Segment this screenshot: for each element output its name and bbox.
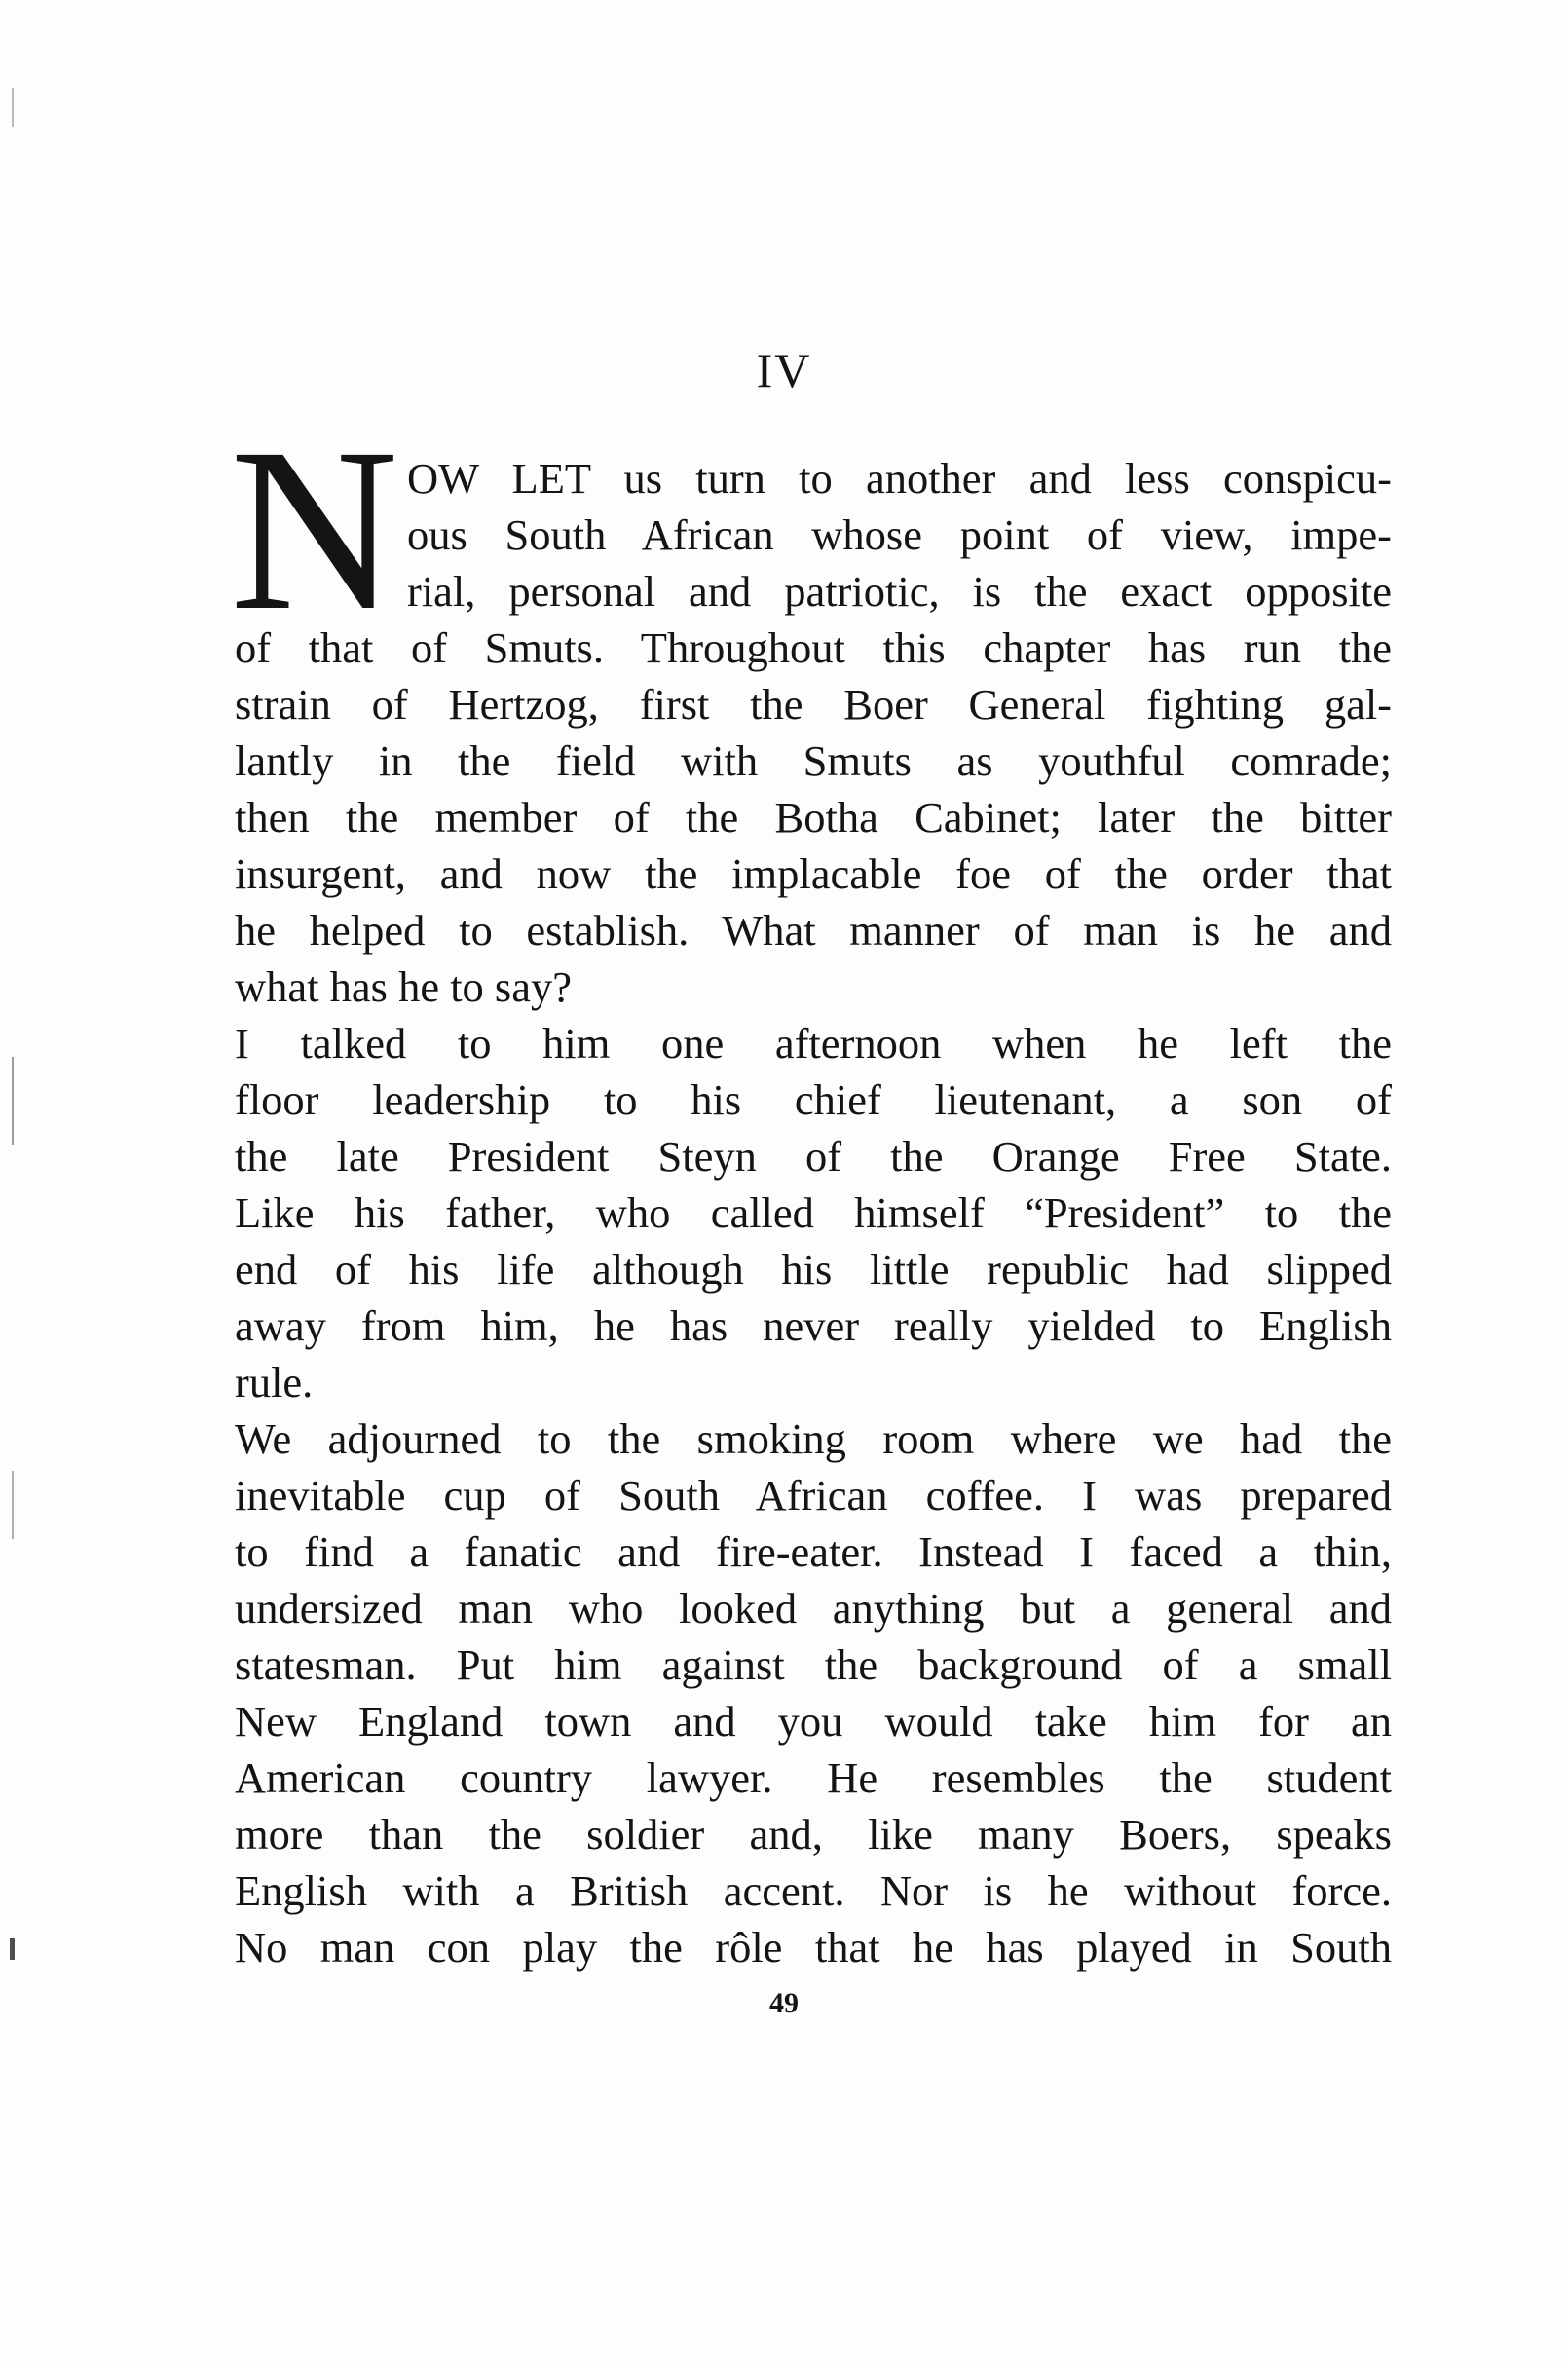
text-line: end of his life although his little republic had slipped [235,1245,1392,1294]
text-line: of that of Smuts. Throughout this chapter has run the [235,623,1392,672]
text-line: lantly in the field with Smuts as youthful comrade; [235,736,1392,785]
text-line: strain of Hertzog, first the Boer General fighting gal- [235,680,1392,729]
chapter-heading: IV [756,343,812,397]
text-line: English with a British accent. Nor is he without force. [235,1866,1392,1915]
text-line: insurgent, and now the implacable foe of the order that [235,849,1392,898]
text-line: ous South African whose point of view, impe- [407,510,1392,559]
page-number: 49 [769,1987,799,2019]
text-line: undersized man who looked anything but a general and [235,1584,1392,1633]
scan-artifact [10,1938,15,1960]
text-line: rule. [235,1358,314,1407]
text-line: he helped to establish. What manner of man is he and [235,906,1392,955]
text-line: OW LET us turn to another and less conspicu- [407,454,1392,503]
text-line: statesman. Put him against the background of a small [235,1640,1392,1689]
text-line: floor leadership to his chief lieutenant, a son of [235,1075,1392,1124]
text-line: American country lawyer. He resembles the student [235,1753,1392,1802]
text-line: the late President Steyn of the Orange Free State. [235,1132,1392,1181]
text-line: rial, personal and patriotic, is the exact opposite [407,567,1392,616]
text-line: away from him, he has never really yielded to English [235,1301,1392,1350]
text-line: inevitable cup of South African coffee. I was prepared [235,1471,1392,1520]
text-line: New England town and you would take him for an [235,1697,1392,1746]
text-line: more than the soldier and, like many Boers, speaks [235,1810,1392,1859]
text-line: to find a fanatic and fire-eater. Instead I faced a thin, [235,1527,1392,1576]
text-line: We adjourned to the smoking room where we had the [235,1414,1392,1463]
scan-artifact [12,1057,14,1145]
text-line: No man con play the rôle that he has played in South [235,1923,1392,1972]
text-line: then the member of the Botha Cabinet; later the bitter [235,793,1392,842]
scan-artifact [12,1471,14,1539]
scan-artifact [12,88,14,127]
text-line: Like his father, who called himself “President” to the [235,1188,1392,1237]
text-line: what has he to say? [235,962,573,1011]
drop-cap: N [230,399,399,658]
text-line: I talked to him one afternoon when he left the [235,1019,1392,1068]
